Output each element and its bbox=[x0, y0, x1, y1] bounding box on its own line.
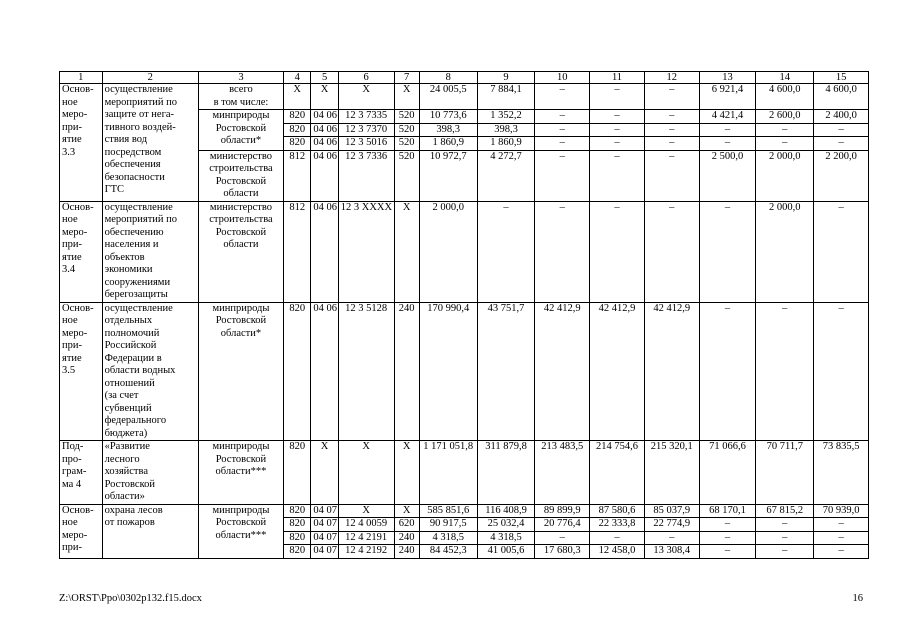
header-cell: 15 bbox=[814, 72, 869, 84]
header-cell: 1 bbox=[60, 72, 103, 84]
header-cell: 6 bbox=[338, 72, 394, 84]
amount-cell: 215 320,1 bbox=[644, 441, 699, 505]
amount-cell: 4 272,7 bbox=[477, 150, 535, 201]
amount-cell: 84 452,3 bbox=[419, 545, 477, 559]
budget-code-cell: 12 4 2192 bbox=[338, 545, 394, 559]
amount-cell: – bbox=[590, 531, 645, 545]
table-row bbox=[60, 441, 869, 505]
amount-cell: 70 939,0 bbox=[814, 504, 869, 518]
amount-cell: – bbox=[644, 150, 699, 201]
budget-code-cell: X bbox=[394, 504, 419, 518]
budget-code-cell: 12 3 XXXX bbox=[338, 201, 394, 302]
amount-cell: 10 972,7 bbox=[419, 150, 477, 201]
amount-cell: 10 773,6 bbox=[419, 110, 477, 124]
table-row bbox=[60, 201, 869, 302]
budget-code-cell: X bbox=[311, 84, 338, 110]
budget-code-cell: 812 bbox=[284, 201, 311, 302]
amount-cell: – bbox=[756, 302, 814, 441]
amount-cell: – bbox=[535, 150, 590, 201]
header-cell: 14 bbox=[756, 72, 814, 84]
amount-cell: – bbox=[590, 84, 645, 110]
budget-code-cell: 12 4 0059 bbox=[338, 518, 394, 532]
amount-cell: – bbox=[814, 518, 869, 532]
amount-cell: – bbox=[644, 123, 699, 137]
amount-cell: 2 000,0 bbox=[756, 201, 814, 302]
budget-code-cell: 12 4 2191 bbox=[338, 531, 394, 545]
amount-cell: 4 318,5 bbox=[477, 531, 535, 545]
amount-cell: – bbox=[814, 123, 869, 137]
event-number-cell: Под- про- грам- ма 4 bbox=[60, 441, 103, 505]
amount-cell: 85 037,9 bbox=[644, 504, 699, 518]
amount-cell: – bbox=[756, 545, 814, 559]
amount-cell: – bbox=[699, 545, 756, 559]
amount-cell: – bbox=[535, 201, 590, 302]
budget-code-cell: 04 06 bbox=[311, 123, 338, 137]
amount-cell: 22 774,9 bbox=[644, 518, 699, 532]
amount-cell: 4 600,0 bbox=[814, 84, 869, 110]
amount-cell: – bbox=[756, 531, 814, 545]
event-name-cell: «Развитие лесного хозяйства Ростовской области» bbox=[102, 441, 198, 505]
budget-table bbox=[59, 71, 869, 559]
amount-cell: – bbox=[535, 137, 590, 151]
amount-cell: 170 990,4 bbox=[419, 302, 477, 441]
budget-code-cell: 240 bbox=[394, 302, 419, 441]
amount-cell: 1 352,2 bbox=[477, 110, 535, 124]
budget-code-cell: 04 07 bbox=[311, 518, 338, 532]
header-cell: 12 bbox=[644, 72, 699, 84]
budget-code-cell: 820 bbox=[284, 504, 311, 518]
header-cell: 7 bbox=[394, 72, 419, 84]
amount-cell: – bbox=[590, 110, 645, 124]
table-row bbox=[60, 504, 869, 518]
amount-cell: – bbox=[756, 518, 814, 532]
page-number: 16 bbox=[852, 593, 863, 604]
amount-cell: 213 483,5 bbox=[535, 441, 590, 505]
amount-cell: – bbox=[814, 545, 869, 559]
budget-code-cell: 12 3 7370 bbox=[338, 123, 394, 137]
budget-code-cell: 04 07 bbox=[311, 531, 338, 545]
amount-cell: 2 400,0 bbox=[814, 110, 869, 124]
amount-cell: – bbox=[535, 84, 590, 110]
amount-cell: 311 879,8 bbox=[477, 441, 535, 505]
amount-cell: 2 000,0 bbox=[419, 201, 477, 302]
budget-code-cell: X bbox=[338, 441, 394, 505]
budget-code-cell: X bbox=[338, 84, 394, 110]
budget-code-cell: 820 bbox=[284, 518, 311, 532]
amount-cell: – bbox=[535, 531, 590, 545]
header-cell: 9 bbox=[477, 72, 535, 84]
budget-code-cell: 04 06 bbox=[311, 110, 338, 124]
amount-cell: 2 600,0 bbox=[756, 110, 814, 124]
amount-cell: 70 711,7 bbox=[756, 441, 814, 505]
amount-cell: 41 005,6 bbox=[477, 545, 535, 559]
amount-cell: 2 000,0 bbox=[756, 150, 814, 201]
budget-code-cell: X bbox=[338, 504, 394, 518]
event-name-cell: охрана лесов от пожаров bbox=[102, 504, 198, 558]
amount-cell: 2 500,0 bbox=[699, 150, 756, 201]
amount-cell: – bbox=[699, 518, 756, 532]
budget-code-cell: X bbox=[394, 84, 419, 110]
amount-cell: 12 458,0 bbox=[590, 545, 645, 559]
amount-cell: 214 754,6 bbox=[590, 441, 645, 505]
budget-code-cell: 04 06 bbox=[311, 137, 338, 151]
budget-code-cell: 520 bbox=[394, 137, 419, 151]
amount-cell: – bbox=[699, 531, 756, 545]
amount-cell: – bbox=[535, 123, 590, 137]
budget-code-cell: 820 bbox=[284, 441, 311, 505]
event-name-cell: осуществление мероприятий по защите от нега- тивного воздей- ствия вод посредством обеспечения безопасности ГТС bbox=[102, 84, 198, 202]
amount-cell: 68 170,1 bbox=[699, 504, 756, 518]
amount-cell: 4 318,5 bbox=[419, 531, 477, 545]
amount-cell: – bbox=[590, 201, 645, 302]
amount-cell: 398,3 bbox=[477, 123, 535, 137]
executor-cell: министерство строительства Ростовской области bbox=[198, 150, 283, 201]
budget-code-cell: 620 bbox=[394, 518, 419, 532]
header-cell: 11 bbox=[590, 72, 645, 84]
budget-code-cell: 820 bbox=[284, 123, 311, 137]
amount-cell: 43 751,7 bbox=[477, 302, 535, 441]
budget-code-cell: 12 3 5016 bbox=[338, 137, 394, 151]
amount-cell: – bbox=[814, 201, 869, 302]
event-number-cell: Основ- ное меро- при- ятие 3.4 bbox=[60, 201, 103, 302]
executor-cell: министерство строительства Ростовской области bbox=[198, 201, 283, 302]
amount-cell: 67 815,2 bbox=[756, 504, 814, 518]
amount-cell: – bbox=[699, 302, 756, 441]
header-row bbox=[60, 72, 869, 84]
table-row bbox=[60, 302, 869, 441]
budget-code-cell: 820 bbox=[284, 302, 311, 441]
header-cell: 10 bbox=[535, 72, 590, 84]
budget-code-cell: X bbox=[311, 441, 338, 505]
amount-cell: 25 032,4 bbox=[477, 518, 535, 532]
amount-cell: – bbox=[756, 137, 814, 151]
event-number-cell: Основ- ное меро- при- ятие 3.5 bbox=[60, 302, 103, 441]
executor-cell: минприроды Ростовской области* bbox=[198, 110, 283, 151]
amount-cell: 585 851,6 bbox=[419, 504, 477, 518]
amount-cell: – bbox=[644, 201, 699, 302]
budget-code-cell: 820 bbox=[284, 110, 311, 124]
budget-code-cell: 820 bbox=[284, 531, 311, 545]
amount-cell: 22 333,8 bbox=[590, 518, 645, 532]
amount-cell: – bbox=[699, 201, 756, 302]
amount-cell: 20 776,4 bbox=[535, 518, 590, 532]
amount-cell: 4 421,4 bbox=[699, 110, 756, 124]
amount-cell: – bbox=[535, 110, 590, 124]
budget-code-cell: 812 bbox=[284, 150, 311, 201]
budget-code-cell: 820 bbox=[284, 545, 311, 559]
event-name-cell: осуществление мероприятий по обеспечению населения и объектов экономики сооружениями берегозащиты bbox=[102, 201, 198, 302]
amount-cell: 4 600,0 bbox=[756, 84, 814, 110]
amount-cell: 13 308,4 bbox=[644, 545, 699, 559]
executor-cell: минприроды Ростовской области* bbox=[198, 302, 283, 441]
amount-cell: 90 917,5 bbox=[419, 518, 477, 532]
budget-code-cell: 12 3 7336 bbox=[338, 150, 394, 201]
amount-cell: 89 899,9 bbox=[535, 504, 590, 518]
event-name-cell: осуществление отдельных полномочий Российской Федерации в области водных отношений (за счет субвенций федерального бюджета) bbox=[102, 302, 198, 441]
amount-cell: 42 412,9 bbox=[535, 302, 590, 441]
header-cell: 4 bbox=[284, 72, 311, 84]
executor-cell: минприроды Ростовской области*** bbox=[198, 441, 283, 505]
amount-cell: – bbox=[644, 137, 699, 151]
amount-cell: 87 580,6 bbox=[590, 504, 645, 518]
amount-cell: – bbox=[590, 150, 645, 201]
event-number-cell: Основ- ное меро- при- ятие 3.3 bbox=[60, 84, 103, 202]
amount-cell: – bbox=[699, 137, 756, 151]
budget-code-cell: 820 bbox=[284, 137, 311, 151]
amount-cell: – bbox=[644, 84, 699, 110]
budget-code-cell: 12 3 7335 bbox=[338, 110, 394, 124]
amount-cell: 1 860,9 bbox=[419, 137, 477, 151]
amount-cell: – bbox=[644, 110, 699, 124]
budget-code-cell: X bbox=[394, 201, 419, 302]
header-cell: 13 bbox=[699, 72, 756, 84]
amount-cell: – bbox=[814, 302, 869, 441]
amount-cell: – bbox=[699, 123, 756, 137]
amount-cell: 24 005,5 bbox=[419, 84, 477, 110]
header-cell: 3 bbox=[198, 72, 283, 84]
amount-cell: – bbox=[477, 201, 535, 302]
budget-code-cell: 520 bbox=[394, 150, 419, 201]
budget-code-cell: 240 bbox=[394, 545, 419, 559]
amount-cell: 42 412,9 bbox=[590, 302, 645, 441]
header-cell: 2 bbox=[102, 72, 198, 84]
amount-cell: 17 680,3 bbox=[535, 545, 590, 559]
budget-code-cell: 12 3 5128 bbox=[338, 302, 394, 441]
amount-cell: 42 412,9 bbox=[644, 302, 699, 441]
amount-cell: 1 171 051,8 bbox=[419, 441, 477, 505]
budget-code-cell: 04 07 bbox=[311, 504, 338, 518]
amount-cell: 398,3 bbox=[419, 123, 477, 137]
amount-cell: – bbox=[590, 123, 645, 137]
budget-code-cell: 04 06 bbox=[311, 201, 338, 302]
budget-code-cell: 04 06 bbox=[311, 150, 338, 201]
budget-code-cell: X bbox=[284, 84, 311, 110]
amount-cell: 6 921,4 bbox=[699, 84, 756, 110]
amount-cell: 71 066,6 bbox=[699, 441, 756, 505]
amount-cell: – bbox=[756, 123, 814, 137]
budget-code-cell: 240 bbox=[394, 531, 419, 545]
amount-cell: – bbox=[590, 137, 645, 151]
amount-cell: 7 884,1 bbox=[477, 84, 535, 110]
footer-file-path: Z:\ORST\Ppo\0302p132.f15.docx bbox=[59, 593, 202, 604]
budget-code-cell: 520 bbox=[394, 110, 419, 124]
amount-cell: 73 835,5 bbox=[814, 441, 869, 505]
event-number-cell: Основ- ное меро- при- bbox=[60, 504, 103, 558]
header-cell: 5 bbox=[311, 72, 338, 84]
budget-code-cell: 04 07 bbox=[311, 545, 338, 559]
amount-cell: – bbox=[814, 531, 869, 545]
executor-cell: всего в том числе: bbox=[198, 84, 283, 110]
amount-cell: – bbox=[644, 531, 699, 545]
amount-cell: – bbox=[814, 137, 869, 151]
budget-code-cell: 520 bbox=[394, 123, 419, 137]
header-cell: 8 bbox=[419, 72, 477, 84]
budget-code-cell: X bbox=[394, 441, 419, 505]
amount-cell: 1 860,9 bbox=[477, 137, 535, 151]
amount-cell: 116 408,9 bbox=[477, 504, 535, 518]
table-row bbox=[60, 84, 869, 110]
amount-cell: 2 200,0 bbox=[814, 150, 869, 201]
executor-cell: минприроды Ростовской области*** bbox=[198, 504, 283, 558]
budget-code-cell: 04 06 bbox=[311, 302, 338, 441]
